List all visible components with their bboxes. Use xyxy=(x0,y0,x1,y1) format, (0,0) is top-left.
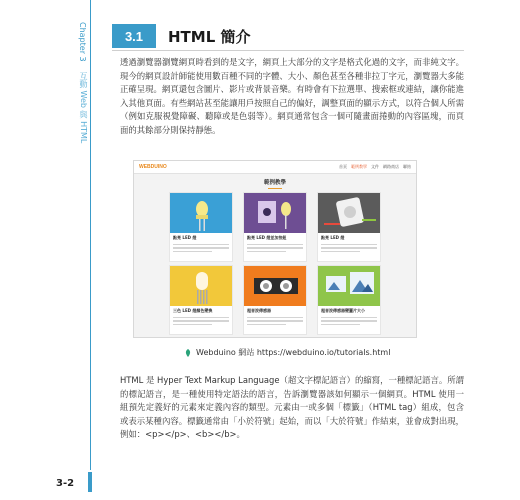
section-number-badge: 3.1 xyxy=(112,24,156,48)
figure-caption xyxy=(184,347,390,358)
card-title: 點亮 LED 燈 xyxy=(321,235,345,240)
card-thumbnail xyxy=(318,266,380,306)
led-bulb-icon xyxy=(170,193,232,233)
led-matrix-icon xyxy=(318,193,380,233)
rgb-led-icon xyxy=(170,266,232,306)
nav-item: 文件 xyxy=(371,164,379,169)
chapter-margin xyxy=(0,0,106,500)
nav-item: 首頁 xyxy=(339,164,347,169)
site-logo: WEBDUINO xyxy=(139,164,167,170)
leaf-icon xyxy=(184,349,192,357)
card-title: 超音波傳感器 xyxy=(247,308,271,313)
page-number: 3-2 xyxy=(56,478,75,489)
site-header xyxy=(134,161,416,174)
figure-heading: 範例教學 xyxy=(263,180,286,186)
tutorial-card xyxy=(317,265,381,335)
tutorial-card xyxy=(243,192,307,262)
page-tick xyxy=(88,472,92,492)
figure-heading-rule xyxy=(268,188,282,189)
html-definition-paragraph: HTML 是 Hyper Text Markup Language（超文字標記語言）的縮寫，一種標記語言。所謂的標記語言，是一種使用特定語法的語言，告訴瀏覽器該如何顯示一個網頁。HTML 使用一組預先定義好的元素來定義內容的類型。元素由一或多個「標籤」（HTML tag）組成，包含或表示某種內容。標籤通常由「小於符號」起始，而以「大於符號」作結束，並會成對出現，例如：<p></p>、<b></b>。 xyxy=(120,375,464,440)
section-title: HTML 簡介 xyxy=(168,28,251,46)
nav-item: 聯絡 xyxy=(403,164,411,169)
tutorial-card xyxy=(243,265,307,335)
card-thumbnail xyxy=(244,193,306,233)
card-title: 點亮 LED 燈並加按鈕 xyxy=(247,235,287,240)
tutorial-card xyxy=(317,192,381,262)
nav-item-active: 範例教學 xyxy=(351,164,367,169)
caption-text: Webduino 網站 https://webduino.io/tutorials.html xyxy=(196,348,391,357)
card-thumbnail xyxy=(244,266,306,306)
tutorial-card xyxy=(169,265,233,335)
site-nav xyxy=(339,164,411,170)
card-title: 超音波傳感器變圖片大小 xyxy=(321,308,365,313)
card-title: 三色 LED 燈顏色變換 xyxy=(173,308,213,313)
chapter-label: Chapter 3 xyxy=(78,22,87,62)
card-title: 點亮 LED 燈 xyxy=(173,235,197,240)
section-rule xyxy=(112,50,464,51)
card-thumbnail xyxy=(318,193,380,233)
button-board-icon xyxy=(244,193,306,233)
card-thumbnail xyxy=(170,193,232,233)
nav-item: 網路商店 xyxy=(383,164,399,169)
chapter-subtitle: 互動 Web 與 HTML xyxy=(79,72,88,144)
margin-rule xyxy=(90,0,91,470)
webduino-screenshot xyxy=(133,160,417,338)
tutorial-card xyxy=(169,192,233,262)
intro-paragraph: 透過瀏覽器瀏覽網頁時看到的是文字，網頁上大部分的文字是格式化過的文字，而非純文字。現今的網頁設計師能使用數百種不同的字體、大小、顏色甚至各種非拉丁字元，瀏覽器大多能正確呈現。網頁還包含圖片、影片或背景音樂。有時會有下拉選單、搜索框或連結，讓你能進入其他頁面。有些網站甚至能讓用戶按照自己的偏好，調整頁面的顯示方式，以符合個人所需（例如克服視覺障礙、聽障或是色弱等）。網頁通常包含一個可隨畫面捲動的內容區塊，而頁面的其餘部分則保持靜態。 xyxy=(120,57,464,135)
tutorial-grid xyxy=(134,192,416,335)
image-landscape-icon xyxy=(318,266,380,306)
card-thumbnail xyxy=(170,266,232,306)
ultrasonic-sensor-icon xyxy=(244,266,306,306)
